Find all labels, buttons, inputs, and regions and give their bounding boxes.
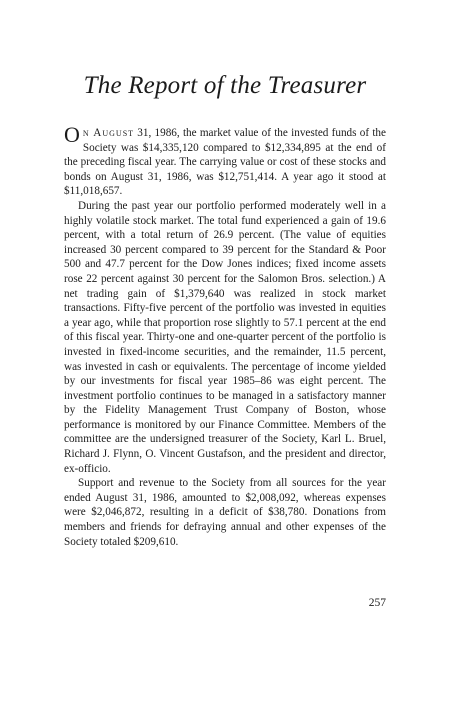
paragraph-1-text: 31, 1986, the market value of the invested funds of the Society was $14,335,120 compared to $12,334,895 at the end of the preceding fiscal year. The carrying value or cost of these stocks and bonds on August 31, 1986, was $12,751,414. A year ago it stood at $11,018,657.: [64, 127, 386, 198]
page-number: 257: [368, 597, 386, 609]
lead-in-small-caps: n August: [82, 127, 135, 139]
drop-cap: O: [64, 122, 80, 147]
paragraph-1: [64, 122, 386, 199]
report-body: [64, 122, 386, 549]
paragraph-2: During the past year our portfolio performed moderately well in a highly volatile stock market. The total fund experienced a gain of 19.6 percent, with a total return of 26.9 percent. (The value of equities increased 30 percent compared to 39 percent for the Standard & Poor 500 and 47.7 percent for the Dow Jones indices; fixed income assets rose 22 percent against 30 percent for the Salomon Bros. selection.) A net trading gain of $1,379,640 was realized in stock market transactions. Fifty-five percent of the portfolio was invested in equities a year ago, while that proportion rose slightly to 57.1 percent at the end of this fiscal year. Thirty-one and one-quarter percent of the portfolio is invested in fixed-income securities, and the remainder, 11.5 percent, was invested in cash or equivalents. The percentage of income yielded by our investments for fiscal year 1985–86 was eight percent. The investment portfolio continues to be managed in a satisfactory manner by the Fidelity Management Trust Company of Boston, whose performance is monitored by our Finance Committee. Members of the committee are the undersigned treasurer of the Society, Karl L. Bruel, Richard J. Flynn, O. Vincent Gustafson, and the president and director, ex-officio.: [64, 199, 386, 475]
paragraph-3: Support and revenue to the Society from all sources for the year ended August 31, 1986, amounted to $2,008,092, whereas expenses were $2,046,872, resulting in a deficit of $38,780. Donations from members and friends for defraying annual and other expenses of the Society totaled $209,610.: [64, 477, 386, 548]
page-title: The Report of the Treasurer: [83, 72, 367, 99]
